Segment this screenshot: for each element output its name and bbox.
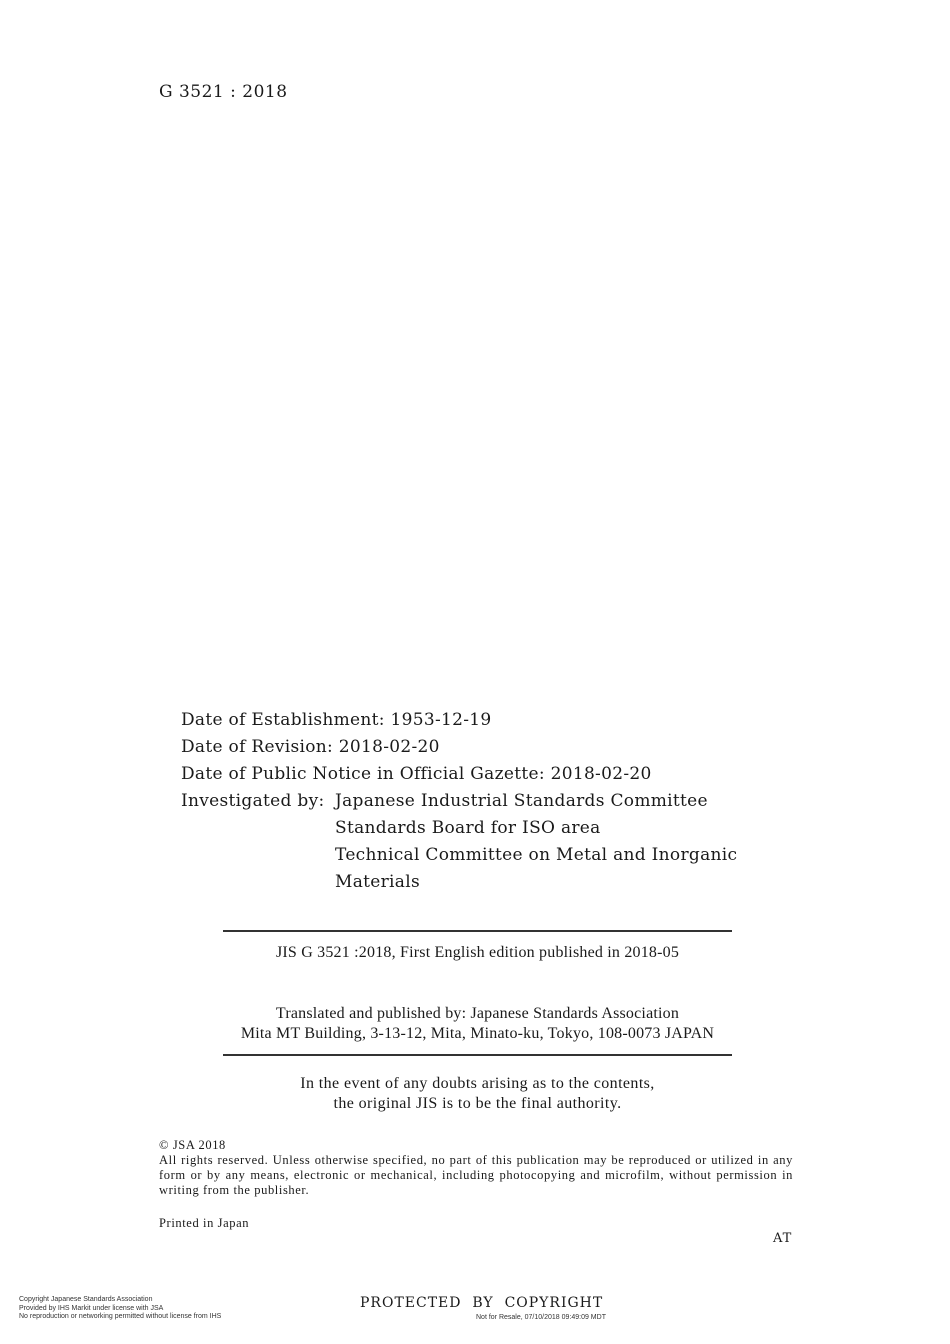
divider-bottom <box>223 1054 732 1056</box>
authority-line: the original JIS is to be the final authority. <box>333 1095 622 1112</box>
public-notice-date: Date of Public Notice in Official Gazette: 2018-02-20 <box>181 764 652 784</box>
printed-in: Printed in Japan <box>159 1216 250 1230</box>
publisher-block <box>223 1004 732 1044</box>
footer-license-line: Provided by IHS Markit under license with JSA <box>19 1304 164 1312</box>
divider-top <box>223 930 732 932</box>
footer-protected: PROTECTED BY COPYRIGHT <box>360 1295 604 1311</box>
footer-license-line: Copyright Japanese Standards Association <box>19 1296 153 1303</box>
investigated-line: Materials <box>335 872 420 892</box>
establishment-date: Date of Establishment: 1953-12-19 <box>181 710 492 730</box>
document-code: G 3521 : 2018 <box>159 82 288 102</box>
publisher-line: Translated and published by: Japanese Standards Association <box>275 1005 680 1022</box>
investigated-line: Standards Board for ISO area <box>335 818 601 838</box>
edition-statement: JIS G 3521 :2018, First English edition published in 2018-05 <box>275 944 680 961</box>
publisher-address: Mita MT Building, 3-13-12, Mita, Minato-ku, Tokyo, 108-0073 JAPAN <box>240 1025 715 1042</box>
investigated-by <box>181 788 737 896</box>
investigated-bodies <box>335 788 737 896</box>
investigated-line: Technical Committee on Metal and Inorganic <box>335 845 738 865</box>
footer-resale: Not for Resale, 07/10/2018 09:49:09 MDT <box>476 1314 606 1321</box>
authority-note <box>223 1074 732 1114</box>
footer-license <box>19 1296 221 1322</box>
authority-line: In the event of any doubts arising as to the contents, <box>300 1075 655 1092</box>
copyright-mark: © JSA 2018 <box>159 1138 226 1152</box>
revision-date: Date of Revision: 2018-02-20 <box>181 737 440 757</box>
investigated-label: Investigated by: <box>181 791 325 811</box>
investigated-line: Japanese Industrial Standards Committee <box>335 791 708 811</box>
footer-license-line: No reproduction or networking permitted without license from IHS <box>19 1313 222 1320</box>
rights-text: All rights reserved. Unless otherwise specified, no part of this publication may be reproduced or utilized in any form or by any means, electronic or mechanical, including photocopying and microfilm, without permission in writing from the publisher. <box>159 1153 793 1197</box>
dates-block <box>181 707 737 896</box>
copyright-block <box>159 1138 793 1198</box>
code-at: AT <box>773 1231 793 1246</box>
